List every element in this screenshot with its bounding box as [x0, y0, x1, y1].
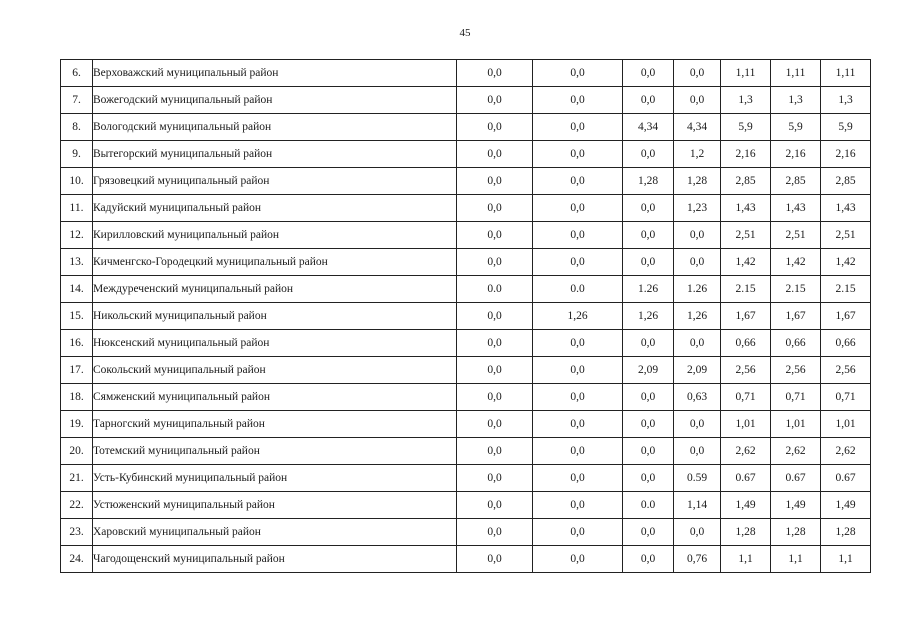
value-cell: 5,9: [771, 114, 821, 141]
value-cell: 0.0: [457, 276, 533, 303]
value-cell: 0.67: [771, 465, 821, 492]
value-cell: 1,2: [674, 141, 721, 168]
value-cell: 2.15: [821, 276, 871, 303]
value-cell: 1,28: [721, 519, 771, 546]
value-cell: 1,42: [721, 249, 771, 276]
value-cell: 0,0: [533, 384, 623, 411]
value-cell: 0,0: [457, 357, 533, 384]
value-cell: 1,01: [771, 411, 821, 438]
value-cell: 1,28: [771, 519, 821, 546]
value-cell: 0,0: [457, 411, 533, 438]
table-row: [61, 384, 871, 411]
value-cell: 1,1: [821, 546, 871, 573]
table-row: [61, 465, 871, 492]
value-cell: 0,71: [821, 384, 871, 411]
value-cell: 0,0: [623, 60, 674, 87]
value-cell: 0,71: [771, 384, 821, 411]
value-cell: 0,0: [457, 168, 533, 195]
value-cell: 1,26: [533, 303, 623, 330]
value-cell: 2,16: [721, 141, 771, 168]
value-cell: 1,67: [821, 303, 871, 330]
district-name: Тарногский муниципальный район: [93, 411, 457, 438]
value-cell: 0,0: [674, 249, 721, 276]
value-cell: 0,0: [623, 195, 674, 222]
value-cell: 1,23: [674, 195, 721, 222]
district-name: Вологодский муниципальный район: [93, 114, 457, 141]
value-cell: 1,01: [721, 411, 771, 438]
value-cell: 4,34: [674, 114, 721, 141]
value-cell: 0,0: [457, 60, 533, 87]
value-cell: 1,42: [771, 249, 821, 276]
value-cell: 2,62: [721, 438, 771, 465]
district-name: Чагодощенский муниципальный район: [93, 546, 457, 573]
row-number: 15.: [61, 303, 93, 330]
value-cell: 0.0: [623, 492, 674, 519]
value-cell: 1,01: [821, 411, 871, 438]
value-cell: 0,66: [771, 330, 821, 357]
row-number: 18.: [61, 384, 93, 411]
table-row: [61, 546, 871, 573]
value-cell: 0,0: [623, 384, 674, 411]
value-cell: 0,0: [533, 546, 623, 573]
value-cell: 0,0: [674, 87, 721, 114]
value-cell: 0,76: [674, 546, 721, 573]
value-cell: 1,1: [771, 546, 821, 573]
row-number: 17.: [61, 357, 93, 384]
value-cell: 2,56: [721, 357, 771, 384]
value-cell: 0,0: [533, 357, 623, 384]
value-cell: 0,0: [674, 330, 721, 357]
value-cell: 0,0: [533, 249, 623, 276]
page-number: 45: [459, 27, 471, 39]
value-cell: 2,85: [821, 168, 871, 195]
district-name: Кадуйский муниципальный район: [93, 195, 457, 222]
table-body: [61, 60, 871, 573]
district-name: Харовский муниципальный район: [93, 519, 457, 546]
value-cell: 1.26: [674, 276, 721, 303]
value-cell: 0,0: [457, 330, 533, 357]
value-cell: 2,09: [674, 357, 721, 384]
value-cell: 0,0: [623, 87, 674, 114]
value-cell: 0,0: [674, 519, 721, 546]
value-cell: 0,0: [457, 195, 533, 222]
value-cell: 0,0: [623, 438, 674, 465]
value-cell: 0,0: [457, 519, 533, 546]
row-number: 19.: [61, 411, 93, 438]
value-cell: 1,3: [821, 87, 871, 114]
value-cell: 1,11: [771, 60, 821, 87]
district-name: Нюксенский муниципальный район: [93, 330, 457, 357]
district-name: Сокольский муниципальный район: [93, 357, 457, 384]
row-number: 6.: [61, 60, 93, 87]
value-cell: 0,0: [674, 222, 721, 249]
table-row: [61, 411, 871, 438]
table-row: [61, 357, 871, 384]
row-number: 13.: [61, 249, 93, 276]
value-cell: 1,67: [771, 303, 821, 330]
value-cell: 1,49: [771, 492, 821, 519]
value-cell: 0.59: [674, 465, 721, 492]
district-name: Вытегорский муниципальный район: [93, 141, 457, 168]
value-cell: 0,0: [623, 411, 674, 438]
value-cell: 0,0: [533, 195, 623, 222]
value-cell: 0,63: [674, 384, 721, 411]
value-cell: 0,0: [533, 465, 623, 492]
row-number: 10.: [61, 168, 93, 195]
table-row: [61, 438, 871, 465]
table-row: [61, 195, 871, 222]
value-cell: 5,9: [721, 114, 771, 141]
value-cell: 0.0: [533, 276, 623, 303]
value-cell: 0,0: [623, 465, 674, 492]
value-cell: 0,0: [623, 519, 674, 546]
table-row: [61, 114, 871, 141]
value-cell: 0,0: [674, 438, 721, 465]
row-number: 24.: [61, 546, 93, 573]
row-number: 12.: [61, 222, 93, 249]
value-cell: 1,14: [674, 492, 721, 519]
value-cell: 0,0: [533, 60, 623, 87]
row-number: 7.: [61, 87, 93, 114]
value-cell: 0,0: [533, 330, 623, 357]
value-cell: 0,0: [457, 546, 533, 573]
value-cell: 0,66: [821, 330, 871, 357]
district-name: Устюженский муниципальный район: [93, 492, 457, 519]
value-cell: 1,49: [821, 492, 871, 519]
value-cell: 0,0: [457, 87, 533, 114]
value-cell: 0,66: [721, 330, 771, 357]
value-cell: 2,62: [821, 438, 871, 465]
row-number: 11.: [61, 195, 93, 222]
value-cell: 0,0: [533, 438, 623, 465]
table-row: [61, 492, 871, 519]
value-cell: 2,85: [771, 168, 821, 195]
value-cell: 0,71: [721, 384, 771, 411]
value-cell: 0,0: [457, 141, 533, 168]
value-cell: 4,34: [623, 114, 674, 141]
value-cell: 2,51: [771, 222, 821, 249]
value-cell: 1,43: [821, 195, 871, 222]
value-cell: 1,28: [821, 519, 871, 546]
value-cell: 1,49: [721, 492, 771, 519]
value-cell: 0,0: [457, 438, 533, 465]
district-name: Вожегодский муниципальный район: [93, 87, 457, 114]
data-table: [60, 59, 871, 573]
district-name: Усть-Кубинский муниципальный район: [93, 465, 457, 492]
value-cell: 2,16: [771, 141, 821, 168]
row-number: 22.: [61, 492, 93, 519]
value-cell: 1,28: [623, 168, 674, 195]
value-cell: 0,0: [457, 249, 533, 276]
value-cell: 1,43: [771, 195, 821, 222]
district-name: Кирилловский муниципальный район: [93, 222, 457, 249]
value-cell: 0,0: [623, 249, 674, 276]
value-cell: 2,51: [821, 222, 871, 249]
value-cell: 1,11: [821, 60, 871, 87]
value-cell: 0,0: [457, 303, 533, 330]
value-cell: 2,09: [623, 357, 674, 384]
value-cell: 0,0: [457, 114, 533, 141]
value-cell: 0,0: [623, 222, 674, 249]
table-row: [61, 222, 871, 249]
value-cell: 2.15: [721, 276, 771, 303]
value-cell: 1,3: [721, 87, 771, 114]
value-cell: 1,67: [721, 303, 771, 330]
value-cell: 0,0: [533, 519, 623, 546]
value-cell: 2,85: [721, 168, 771, 195]
value-cell: 0,0: [533, 87, 623, 114]
value-cell: 2,62: [771, 438, 821, 465]
value-cell: 2.15: [771, 276, 821, 303]
value-cell: 0,0: [623, 546, 674, 573]
row-number: 21.: [61, 465, 93, 492]
table-row: [61, 330, 871, 357]
value-cell: 1,11: [721, 60, 771, 87]
district-name: Кичменгско-Городецкий муниципальный район: [93, 249, 457, 276]
value-cell: 0,0: [533, 411, 623, 438]
district-name: Междуреченский муниципальный район: [93, 276, 457, 303]
district-name: Грязовецкий муниципальный район: [93, 168, 457, 195]
district-name: Сямженский муниципальный район: [93, 384, 457, 411]
value-cell: 0.67: [821, 465, 871, 492]
value-cell: 0,0: [457, 222, 533, 249]
value-cell: 0,0: [674, 60, 721, 87]
value-cell: 2,56: [771, 357, 821, 384]
value-cell: 5,9: [821, 114, 871, 141]
value-cell: 0.67: [721, 465, 771, 492]
row-number: 9.: [61, 141, 93, 168]
value-cell: 2,56: [821, 357, 871, 384]
value-cell: 0,0: [457, 465, 533, 492]
value-cell: 0,0: [623, 330, 674, 357]
row-number: 16.: [61, 330, 93, 357]
table-row: [61, 249, 871, 276]
value-cell: 0,0: [533, 168, 623, 195]
value-cell: 1,3: [771, 87, 821, 114]
district-name: Верховажский муниципальный район: [93, 60, 457, 87]
value-cell: 1,1: [721, 546, 771, 573]
table-row: [61, 141, 871, 168]
table-row: [61, 303, 871, 330]
value-cell: 1,26: [674, 303, 721, 330]
value-cell: 1.26: [623, 276, 674, 303]
table-row: [61, 60, 871, 87]
value-cell: 0,0: [533, 222, 623, 249]
value-cell: 0,0: [457, 492, 533, 519]
value-cell: 1,43: [721, 195, 771, 222]
value-cell: 0,0: [674, 411, 721, 438]
table-row: [61, 519, 871, 546]
value-cell: 2,51: [721, 222, 771, 249]
row-number: 14.: [61, 276, 93, 303]
value-cell: 0,0: [533, 492, 623, 519]
value-cell: 1,42: [821, 249, 871, 276]
district-name: Тотемский муниципальный район: [93, 438, 457, 465]
value-cell: 2,16: [821, 141, 871, 168]
row-number: 20.: [61, 438, 93, 465]
table-row: [61, 168, 871, 195]
value-cell: 1,28: [674, 168, 721, 195]
value-cell: 0,0: [623, 141, 674, 168]
row-number: 8.: [61, 114, 93, 141]
value-cell: 0,0: [533, 141, 623, 168]
district-name: Никольский муниципальный район: [93, 303, 457, 330]
value-cell: 1,26: [623, 303, 674, 330]
table-row: [61, 276, 871, 303]
row-number: 23.: [61, 519, 93, 546]
value-cell: 0,0: [533, 114, 623, 141]
value-cell: 0,0: [457, 384, 533, 411]
table-row: [61, 87, 871, 114]
